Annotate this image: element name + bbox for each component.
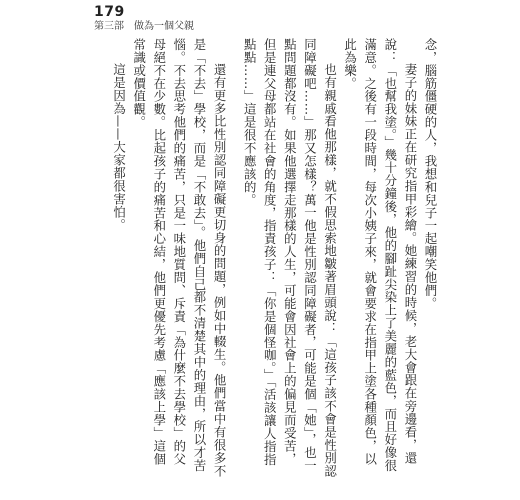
paragraph-1: 念，腦筋僵硬的人，我想和兒子一起嘲笑他們。	[423, 38, 438, 310]
body-text	[78, 38, 440, 478]
paragraph-3: 也有親戚看他那樣，就不假思索地皺著眉頭說：「這孩子該不會是性別認同障礙吧……」那又怎樣？萬一他是性別認同障礙者，可能是個「她」，也一點問題都沒有。如果他選擇走那樣的人生，可能會因社會上的偏見而受苦，但是連父母都站在社會的角度，指責孩子：「你是個怪咖。」「活該讓人指指點點……」這是很不應該的。	[242, 38, 338, 478]
paragraph-4: 還有更多比性別認同障礙更切身的問題，例如中輟生。他們當中有很多不是「不去」學校，而是「不敢去」。他們自己都不清楚其中的理由，所以才苦惱。不去思考他們的痛苦，只是一味地質問、斥責「為什麼不去學校」的父母絕不在少數。比起孩子的痛苦和心結，他們更優先考慮「應該上學」這個常識或價值觀。	[131, 38, 228, 478]
page-number: 179	[94, 4, 125, 20]
paragraph-2: 妻子的妹妹正在研究指甲彩繪。她練習的時候，老大會跟在旁邊看，還說：「也幫我塗。」幾十分鐘後，他的腳趾尖染上了美麗的藍色，而且好像很滿意。之後有一段時間，每次小姨子來，就會要求在指甲上塗各種顏色，以此為樂。	[342, 38, 418, 473]
running-head: 第三部 做為一個父親	[94, 21, 194, 32]
page-header	[94, 4, 194, 33]
paragraph-5: 這是因為——大家都很害怕。	[111, 62, 127, 232]
